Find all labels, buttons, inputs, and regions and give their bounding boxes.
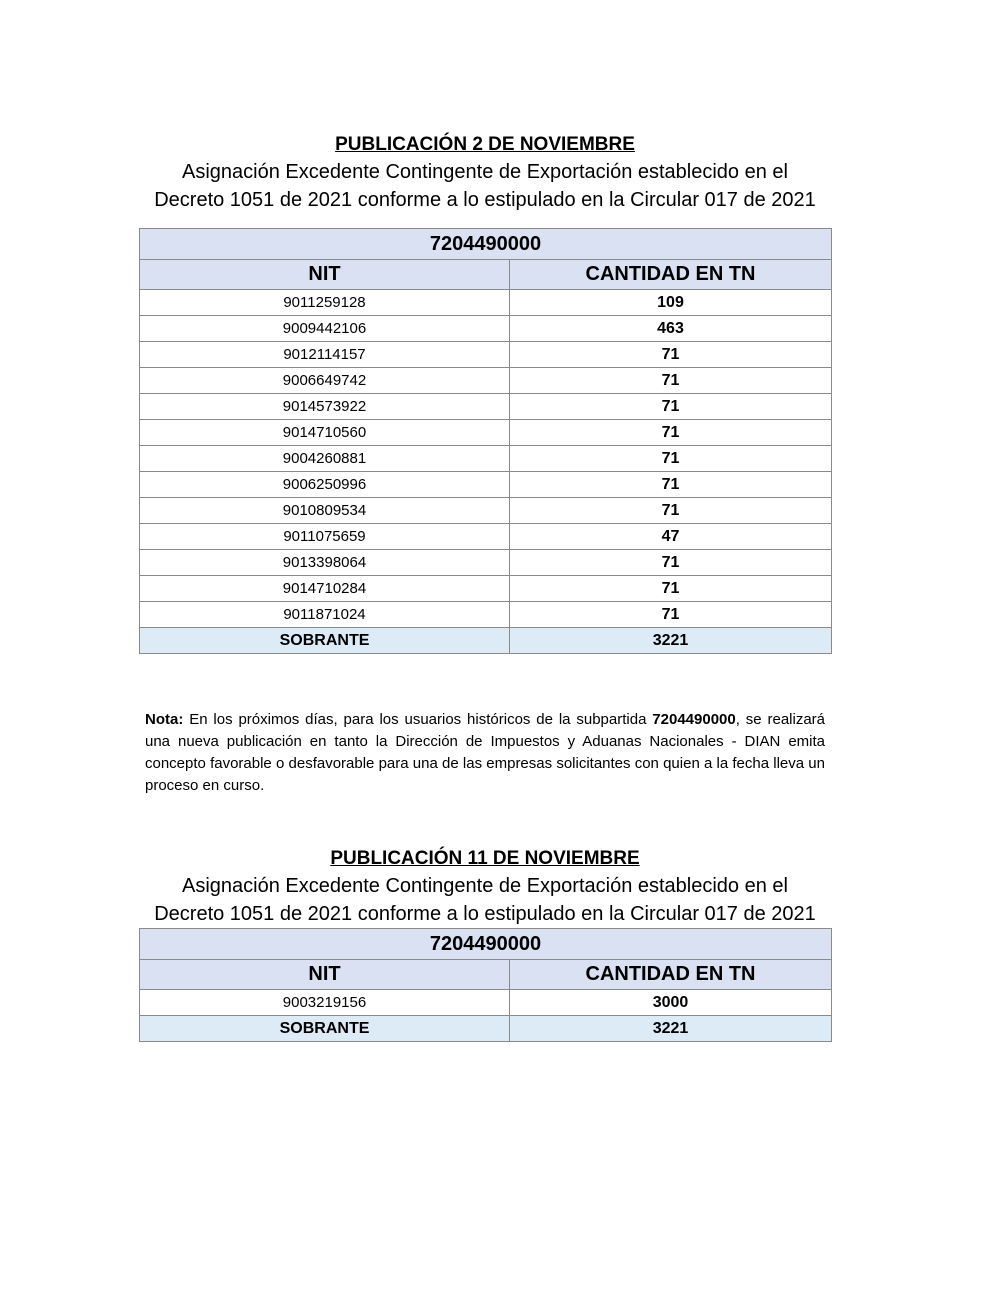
publication-1: [139, 132, 831, 654]
quantity-cell: 3000: [510, 990, 832, 1016]
total-row: [140, 628, 832, 654]
nit-column-header: NIT: [140, 960, 510, 990]
nit-cell: 9014710284: [140, 576, 510, 602]
publication-1-title: PUBLICACIÓN 2 DE NOVIEMBRE: [335, 134, 635, 155]
quantity-cell: 109: [510, 290, 832, 316]
quantity-column-header: CANTIDAD EN TN: [510, 960, 832, 990]
publication-1-subtitle: Asignación Excedente Contingente de Exportación establecido en el Decreto 1051 de 2021 conforme a lo estipulado en la Circular 017 de 2021: [154, 161, 816, 211]
tariff-code-header: 7204490000: [140, 229, 832, 260]
nit-cell: 9006250996: [140, 472, 510, 498]
quantity-cell: 71: [510, 420, 832, 446]
publication-1-table: [139, 228, 832, 654]
table-row: [140, 342, 832, 368]
tariff-code-header: 7204490000: [140, 929, 832, 960]
note-paragraph: [145, 709, 825, 797]
note-text-after: , se realizará una nueva publicación en tanto la Dirección de Impuestos y Aduanas Nacionales - DIAN emita concepto favorable o desfavorable para una de las empresas solicitantes con quien a la fecha lleva un proceso en curso.: [145, 711, 826, 794]
total-row: [140, 1016, 832, 1042]
quantity-cell: 71: [510, 342, 832, 368]
nit-cell: 9006649742: [140, 368, 510, 394]
quantity-cell: 71: [510, 550, 832, 576]
publication-2-subtitle: Asignación Excedente Contingente de Exportación establecido en el Decreto 1051 de 2021 conforme a lo estipulado en la Circular 017 de 2021: [154, 875, 816, 925]
quantity-cell: 71: [510, 446, 832, 472]
quantity-cell: 71: [510, 498, 832, 524]
nit-cell: 9003219156: [140, 990, 510, 1016]
table-row: [140, 576, 832, 602]
publication-2-title: PUBLICACIÓN 11 DE NOVIEMBRE: [330, 848, 640, 869]
quantity-cell: 463: [510, 316, 832, 342]
table-row: [140, 498, 832, 524]
nit-column-header: NIT: [140, 260, 510, 290]
note-label: Nota:: [145, 711, 184, 728]
nit-cell: 9014710560: [140, 420, 510, 446]
note-code: 7204490000: [652, 711, 736, 728]
quantity-cell: 71: [510, 576, 832, 602]
table-row: [140, 990, 832, 1016]
quantity-cell: 71: [510, 394, 832, 420]
total-value: 3221: [510, 628, 832, 654]
table-row: [140, 316, 832, 342]
nit-cell: 9011259128: [140, 290, 510, 316]
nit-cell: 9011871024: [140, 602, 510, 628]
total-value: 3221: [510, 1016, 832, 1042]
table-row: [140, 290, 832, 316]
table-row: [140, 524, 832, 550]
total-label: SOBRANTE: [140, 1016, 510, 1042]
quantity-cell: 71: [510, 368, 832, 394]
quantity-column-header: CANTIDAD EN TN: [510, 260, 832, 290]
nit-cell: 9011075659: [140, 524, 510, 550]
nit-cell: 9012114157: [140, 342, 510, 368]
table-row: [140, 394, 832, 420]
table-row: [140, 550, 832, 576]
quantity-cell: 71: [510, 602, 832, 628]
table-row: [140, 420, 832, 446]
publication-2: [139, 846, 831, 1042]
quantity-cell: 71: [510, 472, 832, 498]
table-row: [140, 602, 832, 628]
quantity-cell: 47: [510, 524, 832, 550]
nit-cell: 9010809534: [140, 498, 510, 524]
nit-cell: 9013398064: [140, 550, 510, 576]
publication-1-rows: [140, 290, 832, 628]
publication-2-table: [139, 928, 832, 1042]
nit-cell: 9009442106: [140, 316, 510, 342]
nit-cell: 9014573922: [140, 394, 510, 420]
nit-cell: 9004260881: [140, 446, 510, 472]
publication-2-rows: [140, 990, 832, 1016]
table-row: [140, 446, 832, 472]
note-text-before: En los próximos días, para los usuarios históricos de la subpartida: [183, 711, 653, 728]
table-row: [140, 368, 832, 394]
table-row: [140, 472, 832, 498]
total-label: SOBRANTE: [140, 628, 510, 654]
